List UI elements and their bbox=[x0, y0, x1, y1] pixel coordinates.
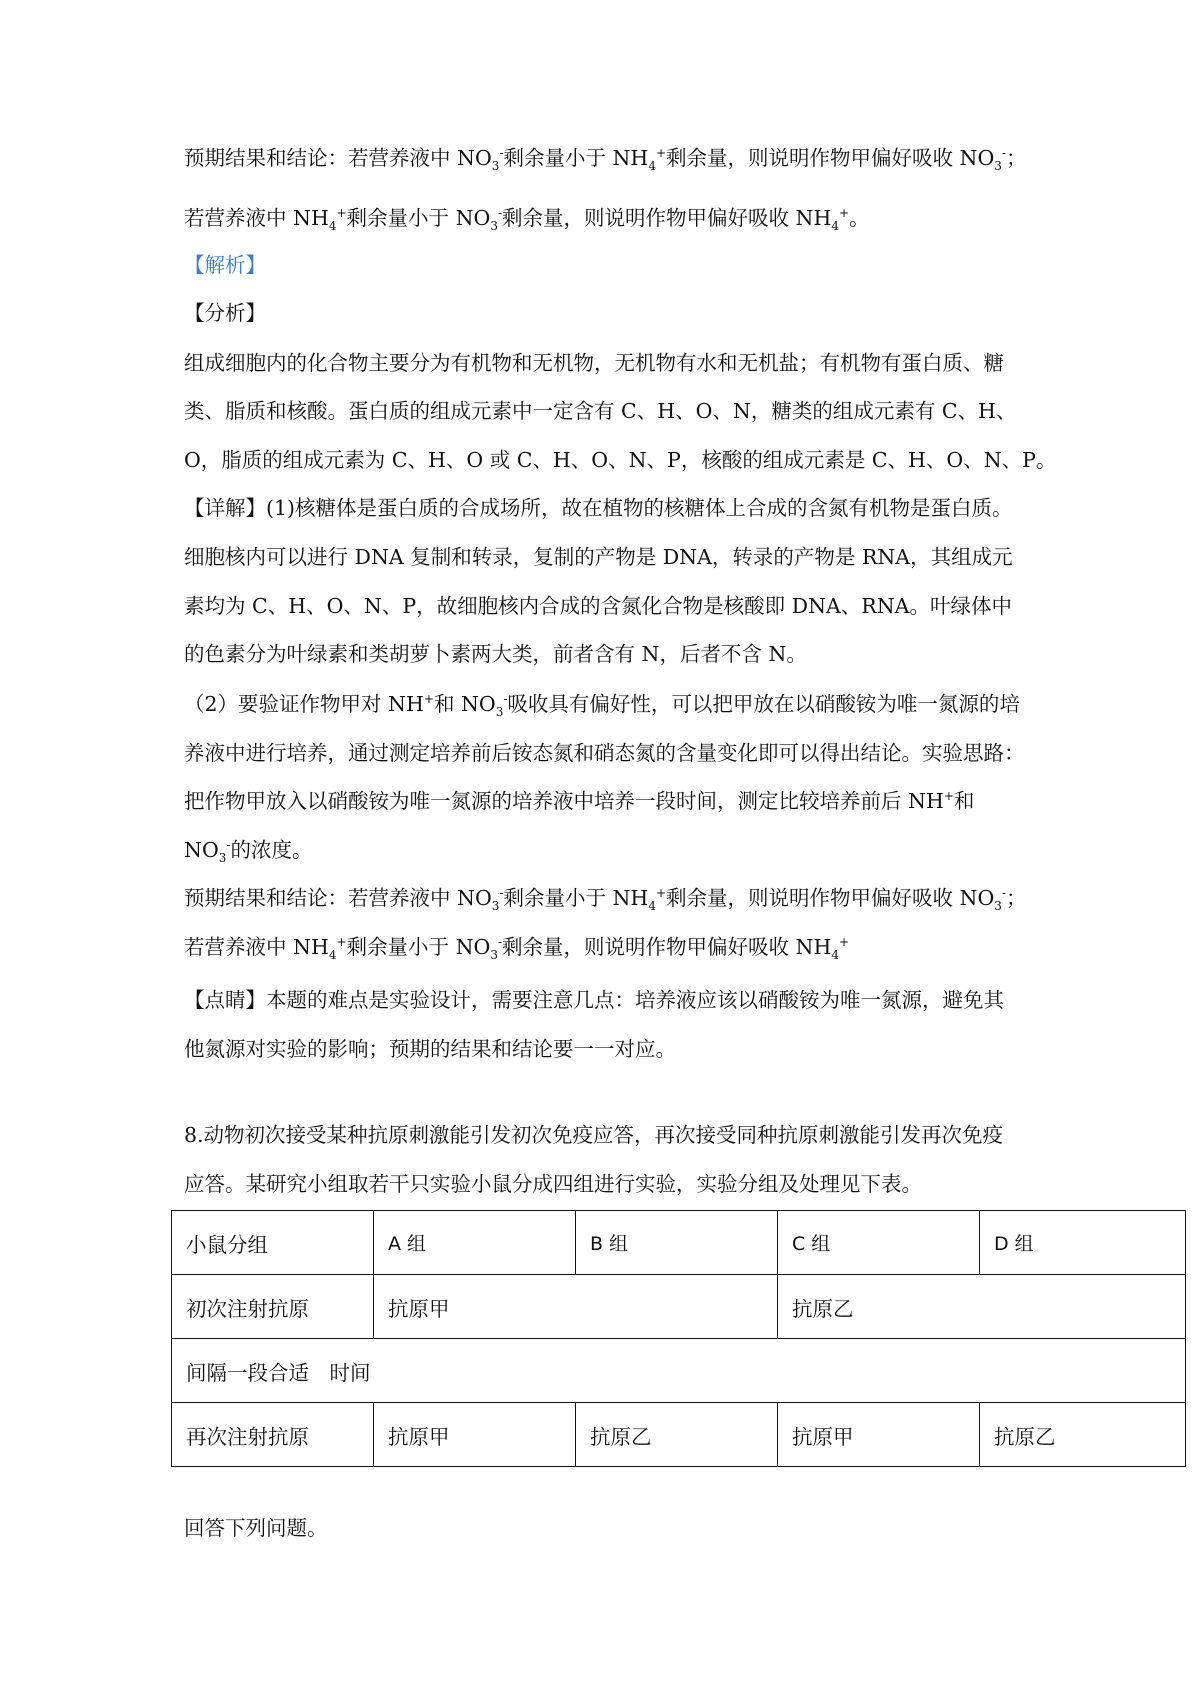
table-cell: 间隔一段合适 时间 bbox=[172, 1339, 1186, 1403]
table-cell: 抗原乙 bbox=[980, 1403, 1186, 1467]
fenxi-heading: 【分析】 bbox=[184, 301, 266, 325]
xiangjie-line-1: 【详解】(1)核糖体是蛋白质的合成场所，故在植物的核糖体上合成的含氮有机物是蛋白质。 bbox=[184, 496, 1013, 520]
experiment-table bbox=[171, 1210, 1186, 1467]
table-row bbox=[172, 1275, 1186, 1339]
answer-prompt: 回答下列问题。 bbox=[184, 1516, 328, 1540]
dianjing-heading: 【点睛】 bbox=[184, 988, 266, 1012]
part2-line-4: $NO_3^-$的浓度。 bbox=[184, 838, 313, 866]
fenxi-line-1: 组成细胞内的化合物主要分为有机物和无机物，无机物有水和无机盐；有机物有蛋白质、糖 bbox=[184, 351, 1004, 375]
table-cell: 抗原甲 bbox=[778, 1403, 980, 1467]
table-cell: 再次注射抗原 bbox=[172, 1403, 374, 1467]
table-row bbox=[172, 1339, 1186, 1403]
xiangjie-heading: 【详解】 bbox=[184, 496, 266, 520]
part2-line-1: （2）要验证作物甲对 NH+和 $NO_3^-$吸收具有偏好性，可以把甲放在以硝酸铵为唯一氮源的培 bbox=[184, 692, 1020, 720]
part2-line-3: 把作物甲放入以硝酸铵为唯一氮源的培养液中培养一段时间，测定比较培养前后 NH+和 bbox=[184, 789, 975, 813]
fenxi-line-3: O，脂质的组成元素为 C、H、O 或 C、H、O、N、P，核酸的组成元素是 C、H、O、N、P。 bbox=[184, 448, 1057, 472]
table-cell: 抗原乙 bbox=[576, 1403, 778, 1467]
table-row bbox=[172, 1403, 1186, 1467]
fenxi-line-2: 类、脂质和核酸。蛋白质的组成元素中一定含有 C、H、O、N，糖类的组成元素有 C、H、 bbox=[184, 399, 1017, 423]
question-8-line-2: 应答。某研究小组取若干只实验小鼠分成四组进行实验，实验分组及处理见下表。 bbox=[184, 1172, 922, 1196]
dianjing-line-1: 【点睛】本题的难点是实验设计，需要注意几点：培养液应该以硝酸铵为唯一氮源，避免其 bbox=[184, 988, 1004, 1012]
xiangjie-line-2: 细胞核内可以进行 DNA 复制和转录，复制的产物是 DNA，转录的产物是 RNA，其组成元 bbox=[184, 545, 1013, 569]
table-cell: 抗原甲 bbox=[374, 1275, 778, 1339]
prediction-bottom-line-2: 若营养液中 $NH_4^+$剩余量小于 $NO_3^-$剩余量，则说明作物甲偏好吸收 $NH_4^+$ bbox=[184, 935, 850, 963]
xiangjie-line-3: 素均为 C、H、O、N、P，故细胞核内合成的含氮化合物是核酸即 DNA、RNA。叶绿体中 bbox=[184, 594, 1012, 618]
prediction-line-2: 若营养液中 $NH_4^+$剩余量小于 $NO_3^-$剩余量，则说明作物甲偏好吸收 $NH_4^+$。 bbox=[184, 206, 870, 234]
table-cell: B 组 bbox=[576, 1211, 778, 1275]
table-cell: C 组 bbox=[778, 1211, 980, 1275]
dianjing-line-2: 他氮源对实验的影响；预期的结果和结论要一一对应。 bbox=[184, 1037, 676, 1061]
prediction-bottom-line-1: 预期结果和结论：若营养液中 $NO_3^-$剩余量小于 $NH_4^+$剩余量，则说明作物甲偏好吸收 $NO_3^-$； bbox=[184, 886, 1027, 914]
table-cell: 初次注射抗原 bbox=[172, 1275, 374, 1339]
prediction-line-1: 预期结果和结论：若营养液中 $NO_3^-$剩余量小于 $NH_4^+$剩余量，则说明作物甲偏好吸收 $NO_3^-$； bbox=[184, 146, 1027, 174]
table-cell: D 组 bbox=[980, 1211, 1186, 1275]
table-cell: A 组 bbox=[374, 1211, 576, 1275]
jiexi-heading: 【解析】 bbox=[184, 253, 266, 277]
question-8-line-1: 8.动物初次接受某种抗原刺激能引发初次免疫应答，再次接受同种抗原刺激能引发再次免疫 bbox=[184, 1123, 1004, 1147]
table-cell: 小鼠分组 bbox=[172, 1211, 374, 1275]
part2-line-2: 养液中进行培养，通过测定培养前后铵态氮和硝态氮的含量变化即可以得出结论。实验思路： bbox=[184, 741, 1025, 765]
table-row bbox=[172, 1211, 1186, 1275]
table-cell: 抗原甲 bbox=[374, 1403, 576, 1467]
xiangjie-line-4: 的色素分为叶绿素和类胡萝卜素两大类，前者含有 N，后者不含 N。 bbox=[184, 642, 807, 666]
table-cell: 抗原乙 bbox=[778, 1275, 1186, 1339]
